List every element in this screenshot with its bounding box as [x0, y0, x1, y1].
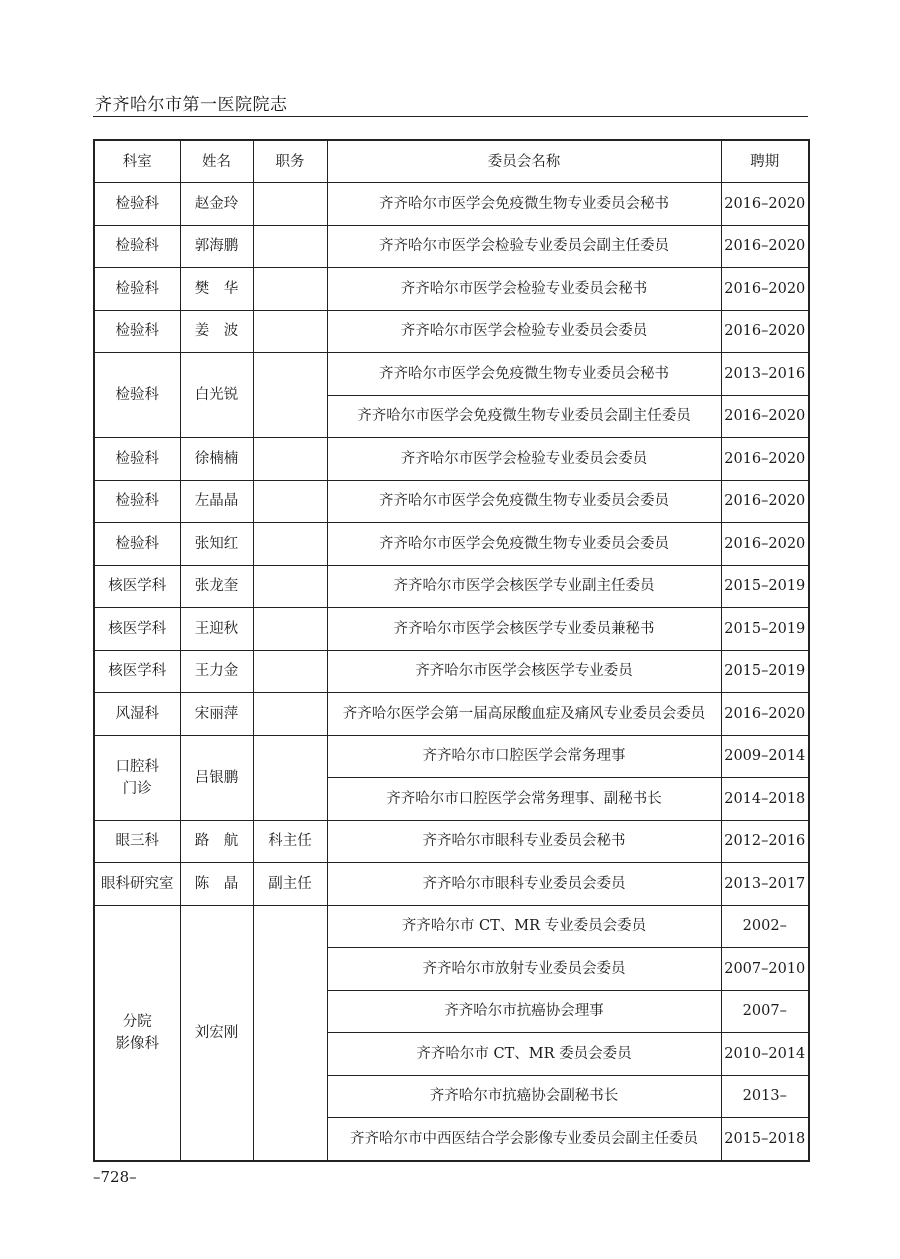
table-header-row — [94, 140, 809, 183]
committee-cell: 齐齐哈尔市口腔医学会常务理事 — [327, 735, 721, 778]
term-cell: 2015–2018 — [721, 1118, 809, 1161]
running-head-title: 齐齐哈尔市第一医院院志 — [95, 95, 288, 115]
department-cell — [94, 268, 180, 311]
position-cell — [253, 523, 327, 566]
department-cell — [94, 310, 180, 353]
table-row — [94, 353, 809, 396]
position-cell — [253, 905, 327, 1161]
department-label: 核医学科 — [108, 578, 167, 595]
department-label: 检验科 — [115, 280, 159, 297]
department-cell — [94, 905, 180, 1161]
committee-cell: 齐齐哈尔市 CT、MR 委员会委员 — [327, 1033, 721, 1076]
committee-cell: 齐齐哈尔市医学会免疫微生物专业委员会秘书 — [327, 353, 721, 396]
term-cell: 2002– — [721, 905, 809, 948]
name-cell: 王力金 — [180, 650, 253, 693]
committee-cell: 齐齐哈尔市放射专业委员会委员 — [327, 948, 721, 991]
committee-cell: 齐齐哈尔市医学会免疫微生物专业委员会委员 — [327, 480, 721, 523]
position-cell — [253, 268, 327, 311]
name-cell: 路 航 — [180, 820, 253, 863]
term-cell: 2016–2020 — [721, 268, 809, 311]
department-cell — [94, 480, 180, 523]
table-row — [94, 183, 809, 226]
table-row — [94, 480, 809, 523]
committee-cell: 齐齐哈尔市口腔医学会常务理事、副秘书长 — [327, 778, 721, 821]
term-cell: 2014–2018 — [721, 778, 809, 821]
department-label: 口腔科 — [115, 758, 159, 775]
table-row — [94, 523, 809, 566]
name-cell: 王迎秋 — [180, 608, 253, 651]
committee-cell: 齐齐哈尔市 CT、MR 专业委员会委员 — [327, 905, 721, 948]
committee-cell: 齐齐哈尔市眼科专业委员会委员 — [327, 863, 721, 906]
name-cell: 左晶晶 — [180, 480, 253, 523]
department-cell — [94, 353, 180, 438]
department-label: 检验科 — [115, 450, 159, 467]
department-label: 门诊 — [122, 780, 152, 797]
committee-cell: 齐齐哈尔市中西医结合学会影像专业委员会副主任委员 — [327, 1118, 721, 1161]
position-cell: 科主任 — [253, 820, 327, 863]
name-cell: 张龙奎 — [180, 565, 253, 608]
position-cell — [253, 650, 327, 693]
term-cell: 2007–2010 — [721, 948, 809, 991]
position-cell — [253, 225, 327, 268]
table-row — [94, 820, 809, 863]
committee-table — [93, 139, 810, 1162]
department-cell — [94, 438, 180, 481]
position-cell — [253, 183, 327, 226]
term-cell: 2015–2019 — [721, 608, 809, 651]
name-cell: 张知红 — [180, 523, 253, 566]
header-rule — [93, 116, 808, 117]
term-cell: 2007– — [721, 990, 809, 1033]
term-cell: 2016–2020 — [721, 438, 809, 481]
table-row — [94, 565, 809, 608]
term-cell: 2015–2019 — [721, 565, 809, 608]
table-row — [94, 225, 809, 268]
column-header-name: 姓名 — [180, 140, 253, 183]
position-cell — [253, 693, 327, 736]
department-label: 影像科 — [115, 1035, 159, 1052]
committee-cell: 齐齐哈尔市抗癌协会理事 — [327, 990, 721, 1033]
committee-cell: 齐齐哈尔市医学会核医学专业副主任委员 — [327, 565, 721, 608]
term-cell: 2013–2016 — [721, 353, 809, 396]
committee-cell: 齐齐哈尔市眼科专业委员会秘书 — [327, 820, 721, 863]
name-cell: 徐楠楠 — [180, 438, 253, 481]
name-cell: 赵金玲 — [180, 183, 253, 226]
table-row — [94, 735, 809, 778]
column-header-term: 聘期 — [721, 140, 809, 183]
table-row — [94, 310, 809, 353]
department-label: 眼科研究室 — [101, 875, 174, 892]
department-cell — [94, 693, 180, 736]
term-cell: 2013–2017 — [721, 863, 809, 906]
term-cell: 2016–2020 — [721, 395, 809, 438]
term-cell: 2016–2020 — [721, 480, 809, 523]
page-number: –728– — [93, 1168, 137, 1186]
name-cell: 陈 晶 — [180, 863, 253, 906]
committee-cell: 齐齐哈尔市医学会免疫微生物专业委员会秘书 — [327, 183, 721, 226]
position-cell: 副主任 — [253, 863, 327, 906]
table-row — [94, 650, 809, 693]
committee-cell: 齐齐哈尔市医学会核医学专业委员兼秘书 — [327, 608, 721, 651]
committee-cell: 齐齐哈尔市医学会检验专业委员会委员 — [327, 310, 721, 353]
position-cell — [253, 310, 327, 353]
committee-cell: 齐齐哈尔医学会第一届高尿酸血症及痛风专业委员会委员 — [327, 693, 721, 736]
term-cell: 2012–2016 — [721, 820, 809, 863]
term-cell: 2016–2020 — [721, 225, 809, 268]
department-label: 检验科 — [115, 535, 159, 552]
department-cell — [94, 565, 180, 608]
term-cell: 2016–2020 — [721, 523, 809, 566]
department-label: 分院 — [122, 1013, 152, 1030]
column-header-department: 科室 — [94, 140, 180, 183]
committee-cell: 齐齐哈尔市医学会免疫微生物专业委员会委员 — [327, 523, 721, 566]
position-cell — [253, 353, 327, 438]
department-cell — [94, 608, 180, 651]
committee-cell: 齐齐哈尔市抗癌协会副秘书长 — [327, 1075, 721, 1118]
column-header-position: 职务 — [253, 140, 327, 183]
table-body — [94, 183, 809, 1161]
name-cell: 吕银鹏 — [180, 735, 253, 820]
department-label: 风湿科 — [115, 705, 159, 722]
table-row — [94, 438, 809, 481]
committee-cell: 齐齐哈尔市医学会免疫微生物专业委员会副主任委员 — [327, 395, 721, 438]
term-cell: 2015–2019 — [721, 650, 809, 693]
department-label: 眼三科 — [115, 833, 159, 850]
department-cell — [94, 863, 180, 906]
position-cell — [253, 438, 327, 481]
department-cell — [94, 183, 180, 226]
term-cell: 2009–2014 — [721, 735, 809, 778]
committee-cell: 齐齐哈尔市医学会检验专业委员会秘书 — [327, 268, 721, 311]
name-cell: 白光锐 — [180, 353, 253, 438]
name-cell: 樊 华 — [180, 268, 253, 311]
term-cell: 2016–2020 — [721, 310, 809, 353]
department-label: 核医学科 — [108, 663, 167, 680]
committee-cell: 齐齐哈尔市医学会核医学专业委员 — [327, 650, 721, 693]
position-cell — [253, 735, 327, 820]
department-cell — [94, 820, 180, 863]
term-cell: 2016–2020 — [721, 693, 809, 736]
position-cell — [253, 565, 327, 608]
term-cell: 2013– — [721, 1075, 809, 1118]
committee-cell: 齐齐哈尔市医学会检验专业委员会副主任委员 — [327, 225, 721, 268]
table-row — [94, 905, 809, 948]
table-row — [94, 863, 809, 906]
committee-cell: 齐齐哈尔市医学会检验专业委员会委员 — [327, 438, 721, 481]
position-cell — [253, 480, 327, 523]
column-header-committee: 委员会名称 — [327, 140, 721, 183]
term-cell: 2016–2020 — [721, 183, 809, 226]
name-cell: 宋丽萍 — [180, 693, 253, 736]
department-label: 核医学科 — [108, 620, 167, 637]
table-row — [94, 693, 809, 736]
term-cell: 2010–2014 — [721, 1033, 809, 1076]
department-cell — [94, 735, 180, 820]
department-label: 检验科 — [115, 323, 159, 340]
department-label: 检验科 — [115, 238, 159, 255]
name-cell: 郭海鹏 — [180, 225, 253, 268]
department-label: 检验科 — [115, 195, 159, 212]
table-row — [94, 608, 809, 651]
department-cell — [94, 650, 180, 693]
table-row — [94, 268, 809, 311]
position-cell — [253, 608, 327, 651]
department-cell — [94, 523, 180, 566]
name-cell: 姜 波 — [180, 310, 253, 353]
department-cell — [94, 225, 180, 268]
department-label: 检验科 — [115, 387, 159, 403]
department-label: 检验科 — [115, 493, 159, 510]
name-cell: 刘宏刚 — [180, 905, 253, 1161]
